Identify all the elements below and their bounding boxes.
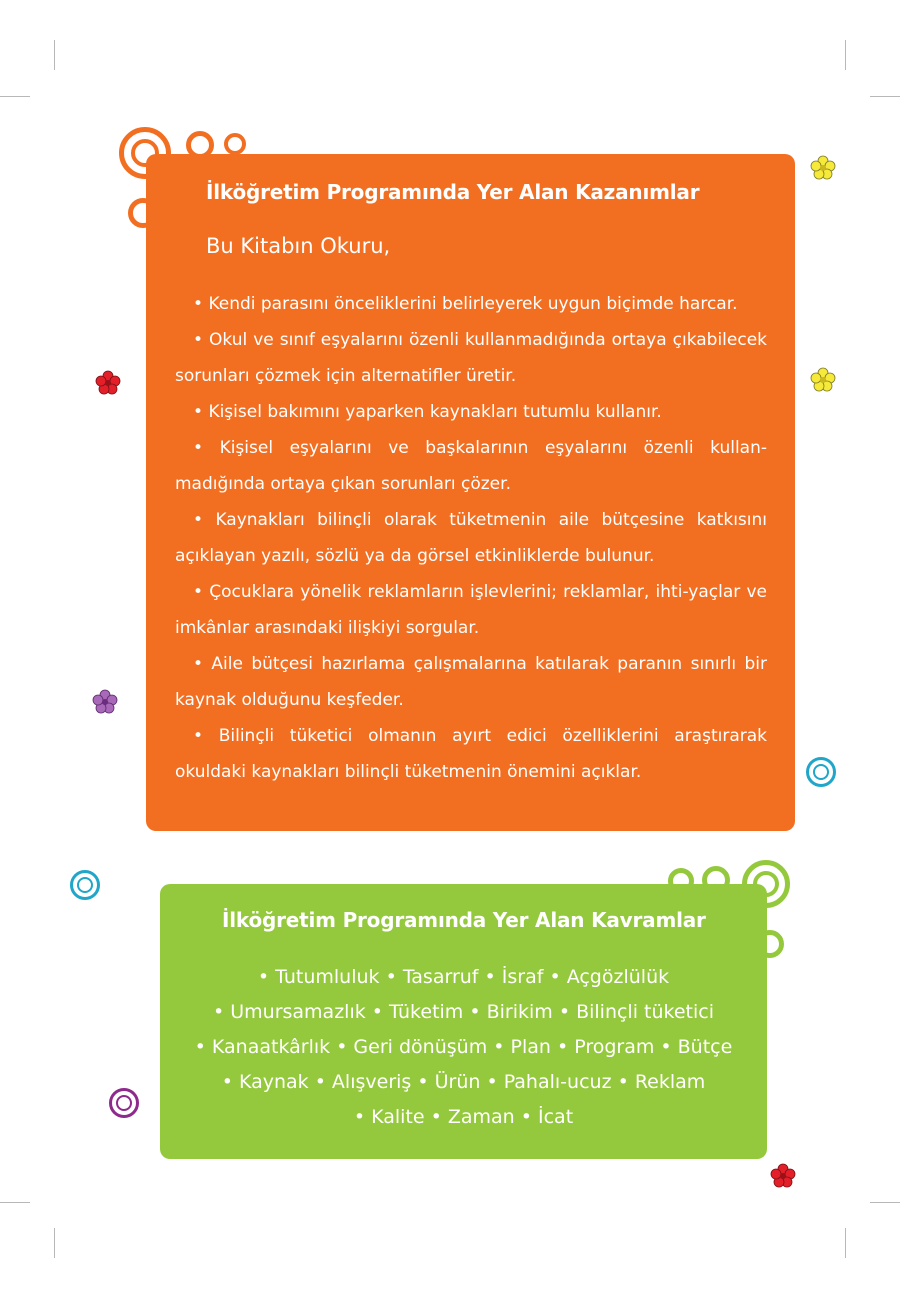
- kazanimlar-list: [175, 286, 767, 790]
- kavramlar-title: İlköğretim Programında Yer Alan Kavramlar: [222, 908, 706, 932]
- list-item: • Aile bütçesi hazırlama çalışmalarına katılarak paranın sınırlı bir kaynak olduğunu keşfeder.: [175, 646, 767, 718]
- flower-icon: [810, 155, 836, 181]
- list-item: • Umursamazlık • Tüketim • Birikim • Bilinçli tüketici: [212, 1001, 714, 1023]
- kavramlar-list: [160, 960, 767, 1135]
- list-item: • Tutumluluk • Tasarruf • İsraf • Açgözlülük: [257, 966, 670, 988]
- ring-icon: [116, 1095, 132, 1111]
- kazanimlar-subtitle: Bu Kitabın Okuru,: [206, 234, 391, 258]
- ring-icon: [813, 764, 829, 780]
- crop-mark: [54, 1228, 55, 1258]
- list-item: • Kişisel eşyalarını ve başkalarının eşyalarını özenli kullan-madığında ortaya çıkan sorunları çözer.: [175, 430, 767, 502]
- kavramlar-panel: [160, 884, 767, 1159]
- flower-icon: [810, 367, 836, 393]
- ring-icon: [702, 866, 730, 894]
- crop-mark: [845, 40, 846, 70]
- list-item: • Kanaatkârlık • Geri dönüşüm • Plan • Program • Bütçe: [194, 1036, 733, 1058]
- flower-icon: [95, 370, 121, 396]
- list-item: • Kendi parasını önceliklerini belirleyerek uygun biçimde harcar.: [175, 286, 767, 322]
- list-item: • Kişisel bakımını yaparken kaynakları tutumlu kullanır.: [175, 394, 767, 430]
- flower-icon: [770, 1163, 796, 1189]
- kazanimlar-title: İlköğretim Programında Yer Alan Kazanımlar: [206, 180, 700, 204]
- ring-icon: [224, 133, 246, 155]
- ring-icon: [77, 877, 93, 893]
- crop-mark: [870, 96, 900, 97]
- ring-icon: [668, 868, 694, 894]
- list-item: • Çocuklara yönelik reklamların işlevlerini; reklamlar, ihti-yaçlar ve imkânlar arasındaki ilişkiyi sorgular.: [175, 574, 767, 646]
- flower-icon: [92, 689, 118, 715]
- list-item: • Okul ve sınıf eşyalarını özenli kullanmadığında ortaya çıkabilecek sorunları çözmek için alternatifler üretir.: [175, 322, 767, 394]
- crop-mark: [0, 96, 30, 97]
- ring-icon: [756, 930, 784, 958]
- list-item: • Kalite • Zaman • İcat: [353, 1106, 574, 1128]
- list-item: • Bilinçli tüketici olmanın ayırt edici özelliklerini araştırarak okuldaki kaynakları bilinçli tüketmenin önemini açıklar.: [175, 718, 767, 790]
- ring-icon: [753, 871, 779, 897]
- list-item: • Kaynakları bilinçli olarak tüketmenin aile bütçesine katkısını açıklayan yazılı, sözlü ya da görsel etkinliklerde bulunur.: [175, 502, 767, 574]
- crop-mark: [0, 1202, 30, 1203]
- list-item: • Kaynak • Alışveriş • Ürün • Pahalı-ucuz • Reklam: [221, 1071, 706, 1093]
- kazanimlar-panel: [146, 154, 795, 831]
- crop-mark: [870, 1202, 900, 1203]
- crop-mark: [845, 1228, 846, 1258]
- crop-mark: [54, 40, 55, 70]
